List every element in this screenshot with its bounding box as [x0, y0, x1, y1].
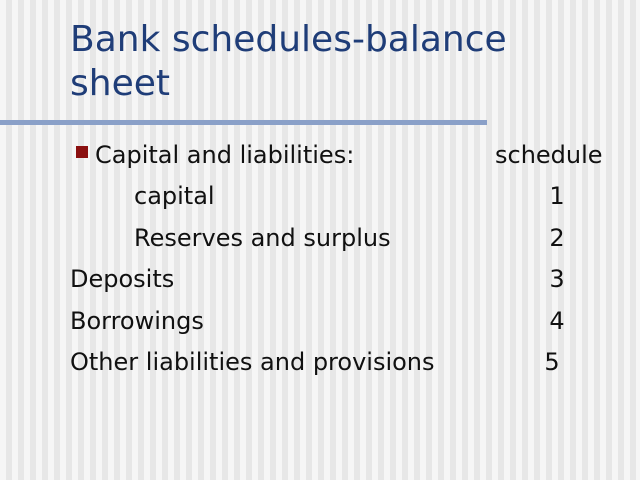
- row-label-capital: capital: [134, 182, 215, 210]
- schedule-number-4: 4: [549, 307, 565, 335]
- slide-title: Bank schedules-balance sheet: [70, 19, 507, 104]
- schedule-column-header: schedule: [495, 141, 603, 169]
- title-divider: [0, 120, 487, 125]
- capital-liabilities-heading: Capital and liabilities:: [95, 141, 355, 169]
- schedule-number-1: 1: [549, 182, 565, 210]
- schedule-number-3: 3: [549, 265, 565, 293]
- row-label-other-liabilities: Other liabilities and provisions: [70, 348, 435, 376]
- schedule-number-2: 2: [549, 224, 565, 252]
- row-label-deposits: Deposits: [70, 265, 175, 293]
- row-label-borrowings: Borrowings: [70, 307, 204, 335]
- row-label-reserves: Reserves and surplus: [134, 224, 391, 252]
- schedule-number-5: 5: [544, 348, 560, 376]
- square-bullet-icon: [76, 146, 88, 158]
